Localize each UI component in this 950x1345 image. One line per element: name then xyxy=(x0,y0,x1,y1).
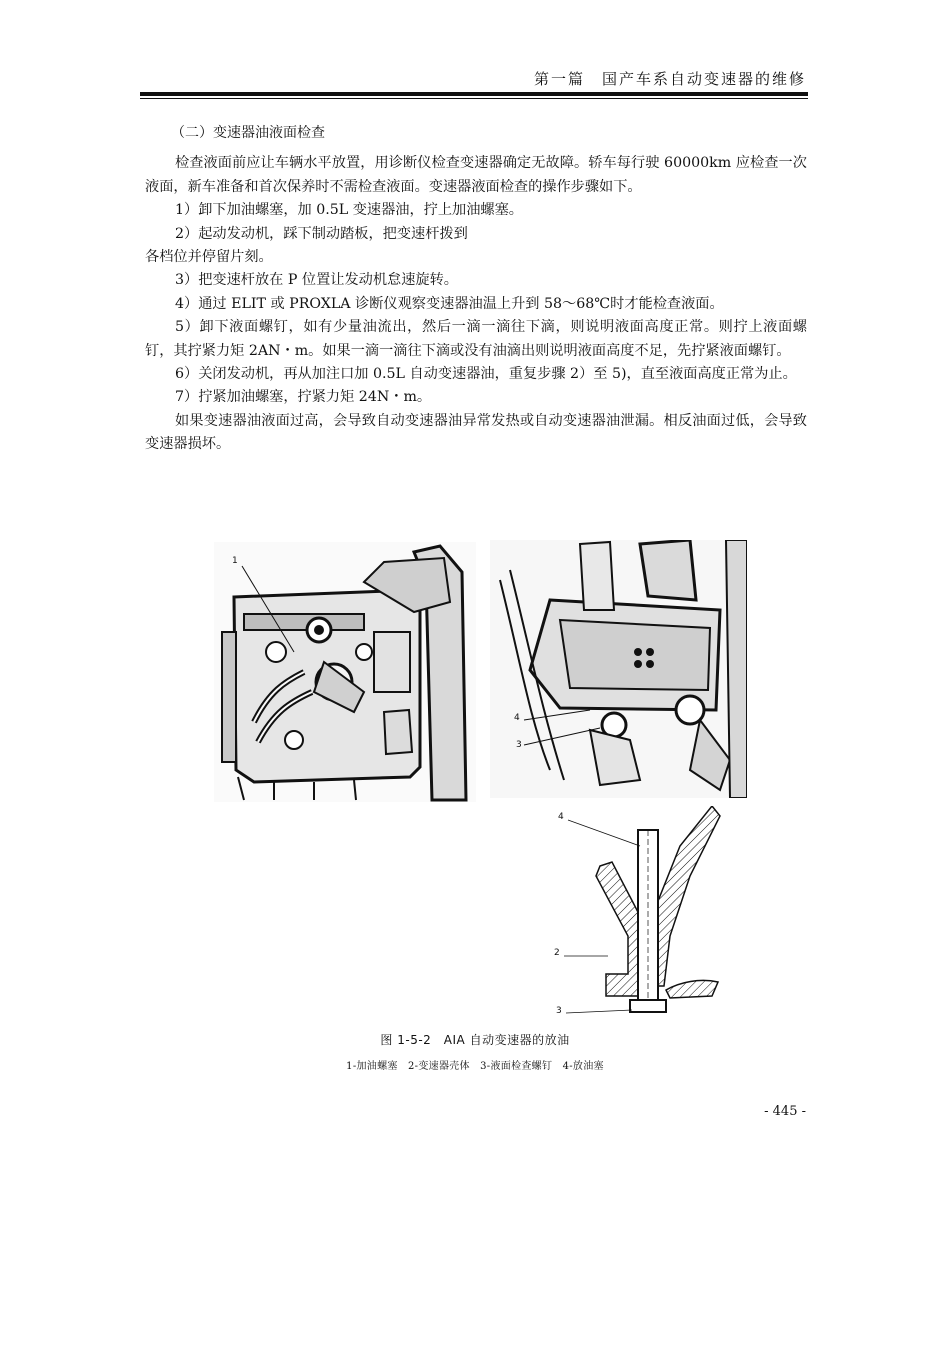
page-number: - 445 - xyxy=(764,1104,806,1119)
section-title: （二）变速器油液面检查 xyxy=(171,125,325,141)
closing-paragraph: 如果变速器油液面过高，会导致自动变速器油异常发热或自动变速器油泄漏。相反油面过低，会导致变速器损坏。 xyxy=(145,412,807,453)
step-3: 3）把变速杆放在 P 位置让发动机怠速旋转。 xyxy=(175,272,458,289)
page-header xyxy=(140,62,808,96)
callout-1: 1 xyxy=(232,556,238,566)
callout-2-drawing: 2 xyxy=(554,948,560,958)
callout-4-drawing: 4 xyxy=(558,812,564,822)
callout-4-photo: 4 xyxy=(514,713,520,723)
sectional-drawing xyxy=(540,806,740,1020)
step-4: 4）通过 ELIT 或 PROXLA 诊断仪观察变速器油温上升到 58～68℃时才能检查液面。 xyxy=(175,295,724,312)
header-rule xyxy=(140,92,808,96)
step-2: 2）起动发动机，踩下制动踏板，把变速杆拨到 xyxy=(175,225,468,242)
body-text xyxy=(145,122,807,457)
step-7: 7）拧紧加油螺塞，拧紧力矩 24N・m。 xyxy=(175,389,432,406)
callout-3-photo: 3 xyxy=(516,740,522,750)
transmission-photo-left xyxy=(214,542,476,802)
header-rule-thin xyxy=(140,98,808,99)
figure-legend: 1-加油螺塞 2-变速器壳体 3-液面检查螺钉 4-放油塞 xyxy=(346,1061,604,1072)
intro-paragraph: 检查液面前应让车辆水平放置，用诊断仪检查变速器确定无故障。轿车每行驶 60000km 应检查一次液面，新车准备和首次保养时不需检查液面。变速器液面检查的操作步骤如下。 xyxy=(145,155,807,195)
figure-caption: 图 1-5-2 AIA 自动变速器的放油 xyxy=(380,1033,570,1047)
header-title: 第一篇 国产车系自动变速器的维修 xyxy=(533,70,806,88)
callout-3-drawing: 3 xyxy=(556,1006,562,1016)
step-5: 5）卸下液面螺钉，如有少量油流出，然后一滴一滴往下滴，则说明液面高度正常。则拧上液面螺钉，其拧紧力矩 2AN・m。如果一滴一滴往下滴或没有油滴出则说明液面高度不足，先拧紧液面螺钉。 xyxy=(145,319,807,359)
figure-1-5-2 xyxy=(210,540,750,1030)
step-2-continued: 各档位并停留片刻。 xyxy=(145,249,273,266)
transmission-photo-right xyxy=(490,540,747,798)
step-1: 1）卸下加油螺塞，加 0.5L 变速器油，拧上加油螺塞。 xyxy=(175,202,523,219)
step-6: 6）关闭发动机，再从加注口加 0.5L 自动变速器油，重复步骤 2）至 5)，直至液面高度正常为止。 xyxy=(175,366,797,383)
